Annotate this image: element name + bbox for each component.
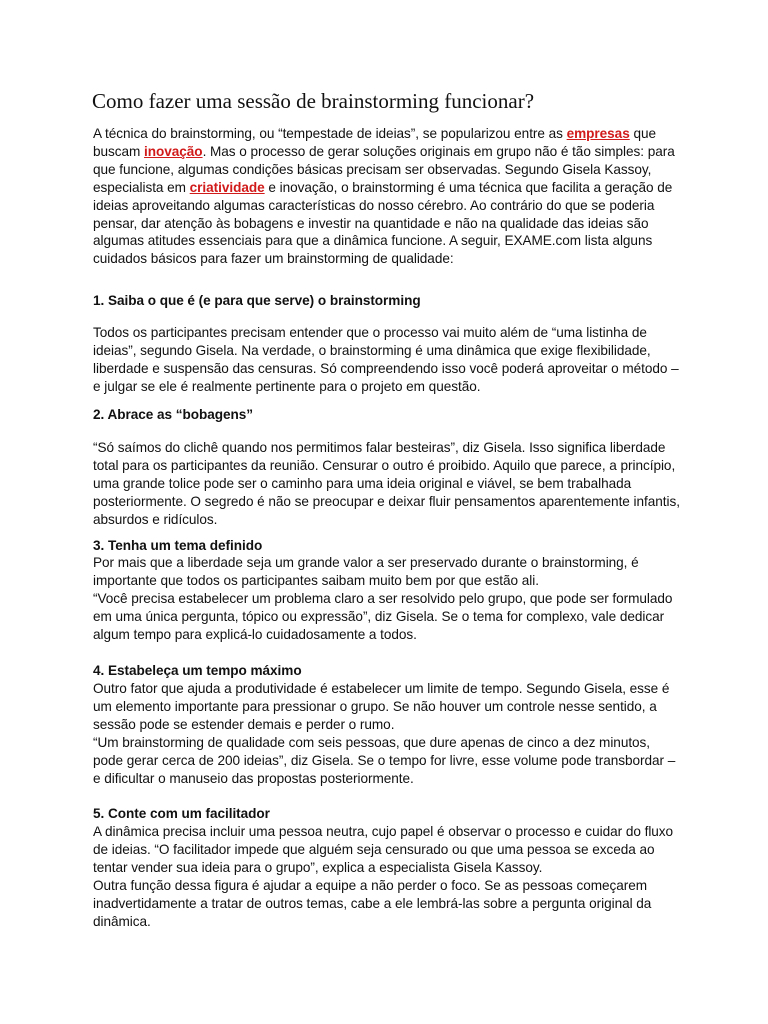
section-3-paragraph-1: Por mais que a liberdade seja um grande valor a ser preservado durante o brainstorming, é importante que todos os participantes saibam muito bem por que estão ali.	[93, 555, 639, 588]
section-2-paragraph-1: “Só saímos do clichê quando nos permitimos falar besteiras”, diz Gisela. Isso significa liberdade total para os participantes da reunião. Censurar o outro é proibido. Aquilo que parece, a princípio, uma grande tolice pode ser o caminho para uma ideia original e viável, se bem trabalhada posteriormente. O segredo é não se preocupar e deixar fluir pensamentos aparentemente infantis, absurdos e ridículos.	[93, 440, 680, 527]
intro-text-4: e inovação, o brainstorming é uma técnica que facilita a geração de ideias aproveitando algumas características do nosso cérebro. Ao contrário do que se poderia pensar, dar atenção às bobagens e investir na quantidade e não na qualidade das ideias são algumas atitudes essenciais para que a dinâmica funcione. A seguir, EXAME.com lista alguns cuidados básicos para fazer um brainstorming de qualidade:	[93, 179, 673, 267]
section-4-heading: 4. Estabeleça um tempo máximo	[93, 663, 302, 678]
intro-paragraph	[93, 125, 683, 268]
intro-text-3: . Mas o processo de gerar soluções originais em grupo não é tão simples: para que funcione, algumas condições básicas precisam ser observadas. Segundo Gisela Kassoy, especialista em	[93, 143, 675, 195]
link-criatividade[interactable]: criatividade	[189, 179, 265, 195]
link-inovacao[interactable]: inovação	[144, 143, 203, 159]
intro-text-2: que buscam	[93, 126, 656, 159]
section-1-paragraph-1: Todos os participantes precisam entender que o processo vai muito além de “uma listinha de ideias”, segundo Gisela. Na verdade, o brainstorming é uma dinâmica que exige flexibilidade, liberdade e suspensão das censuras. Só compreendendo isso você poderá aproveitar o método – e julgar se ele é realmente pertinente para o projeto em questão.	[93, 325, 679, 394]
section-5-paragraph-1: A dinâmica precisa incluir uma pessoa neutra, cujo papel é observar o processo e cuidar do fluxo de ideias. “O facilitador impede que alguém seja censurado ou que uma pessoa se exceda ao tentar vender sua ideia para o grupo”, explica a especialista Gisela Kassoy.	[93, 824, 674, 875]
intro-text-1: A técnica do brainstorming, ou “tempestade de ideias”, se popularizou entre as	[93, 126, 567, 141]
section-5-heading: 5. Conte com um facilitador	[93, 806, 270, 821]
section-4-paragraph-1: Outro fator que ajuda a produtividade é estabelecer um limite de tempo. Segundo Gisela, esse é um elemento importante para pressionar o grupo. Se não houver um controle nesse sentido, a sessão pode se estender demais e perder o rumo.	[93, 681, 670, 732]
document-title: Como fazer uma sessão de brainstorming funcionar?	[92, 89, 535, 113]
section-3-paragraph-2: “Você precisa estabelecer um problema claro a ser resolvido pelo grupo, que pode ser formulado em uma única pergunta, tópico ou expressão”, diz Gisela. Se o tema for complexo, vale dedicar algum tempo para explicá-lo cuidadosamente a todos.	[93, 591, 673, 642]
section-5-paragraph-2: Outra função dessa figura é ajudar a equipe a não perder o foco. Se as pessoas começarem inadvertidamente a tratar de outros temas, cabe a ele lembrá-las sobre a pergunta original da dinâmica.	[93, 878, 652, 929]
section-3-heading: 3. Tenha um tema definido	[93, 538, 263, 553]
section-1-heading: 1. Saiba o que é (e para que serve) o brainstorming	[93, 293, 421, 308]
link-empresas[interactable]: empresas	[566, 126, 630, 141]
section-4-paragraph-2: “Um brainstorming de qualidade com seis pessoas, que dure apenas de cinco a dez minutos, pode gerar cerca de 200 ideias”, diz Gisela. Se o tempo for livre, esse volume pode transbordar – e dificultar o manuseio das propostas posteriormente.	[93, 735, 676, 786]
section-2-heading: 2. Abrace as “bobagens”	[93, 407, 254, 422]
